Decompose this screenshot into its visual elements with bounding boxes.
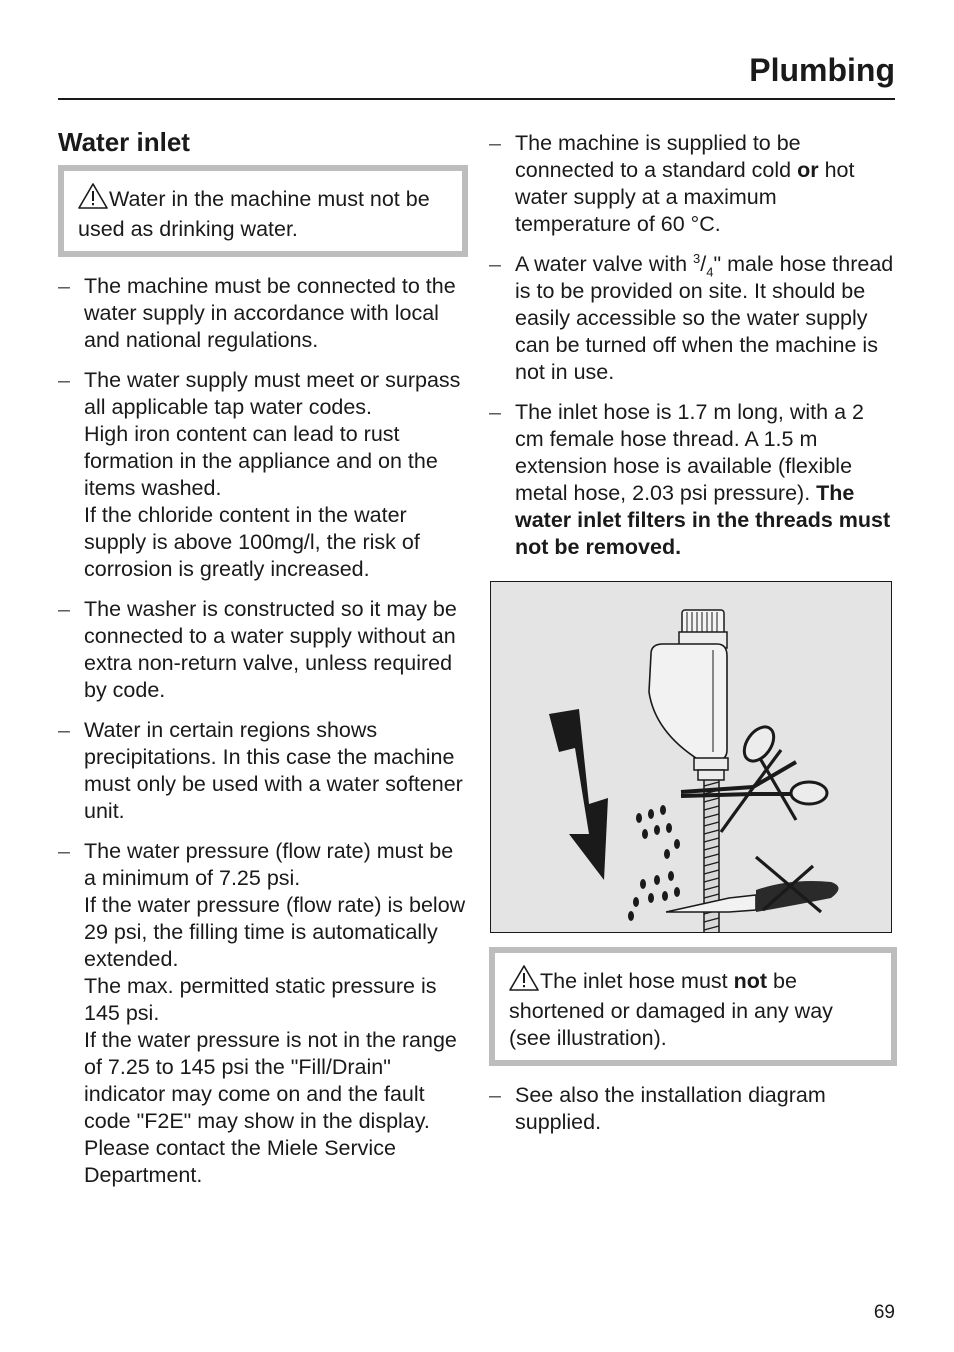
warning-triangle-icon <box>78 183 108 216</box>
item-text: See also the installation diagram supplied. <box>515 1083 826 1134</box>
dash-bullet: – <box>489 1083 501 1107</box>
item-text: The water supply must meet or surpass all applicable tap water codes. <box>84 368 461 419</box>
dash-bullet: – <box>58 839 70 863</box>
left-list <box>58 273 468 1189</box>
dash-bullet: – <box>489 252 501 276</box>
right-column <box>489 130 897 1149</box>
dash-bullet: – <box>58 274 70 298</box>
text-run: " male hose thread is to be provided on site. It should be easily accessible so the water supply can be turned off when the machine is not in use. <box>515 252 894 384</box>
header-rule <box>58 98 895 100</box>
item-text: If the water pressure (flow rate) is below 29 psi, the filling time is automatically extended. <box>84 893 466 971</box>
list-item <box>58 596 468 704</box>
text-run: A water valve with <box>515 252 694 276</box>
text-run: The machine is supplied to be connected to a standard cold <box>515 131 801 182</box>
bold-text: or <box>797 158 819 182</box>
dash-bullet: – <box>489 400 501 424</box>
item-text: The max. permitted static pressure is 145 psi. <box>84 974 437 1025</box>
bold-text: The water inlet filters in the threads must not be removed. <box>515 481 891 559</box>
dash-bullet: – <box>58 368 70 392</box>
list-item <box>489 399 897 561</box>
item-text: Water in certain regions shows precipitations. In this case the machine must only be used with a water softener unit. <box>84 718 463 823</box>
section-title: Water inlet <box>58 127 190 157</box>
right-list <box>489 130 897 561</box>
dash-bullet: – <box>58 597 70 621</box>
item-text <box>515 130 897 238</box>
fraction-slash: / <box>700 252 707 276</box>
list-item <box>58 367 468 583</box>
list-item <box>489 1082 897 1136</box>
left-column <box>58 125 468 1202</box>
hose-damage-illustration <box>490 581 892 933</box>
item-text: The machine must be connected to the water supply in accordance with local and national regulations. <box>84 274 456 352</box>
item-text: If the chloride content in the water supply is above 100mg/l, the risk of corrosion is greatly increased. <box>84 503 420 581</box>
warning-triangle-icon <box>509 965 539 998</box>
item-text: If the water pressure is not in the range of 7.25 to 145 psi the "Fill/Drain" indicator may come on and the fault code "F2E" may show in the display. Please contact the Miele Service Department. <box>84 1028 457 1187</box>
hose-damage-warning <box>489 947 897 1066</box>
water-drops-icon <box>628 805 680 921</box>
fraction-denominator: 4 <box>706 264 714 280</box>
item-text <box>515 251 897 386</box>
list-item <box>58 273 468 354</box>
list-item <box>58 717 468 825</box>
list-item <box>489 251 897 386</box>
drinking-water-warning <box>58 165 468 257</box>
text-run: be shortened or damaged in any way (see illustration). <box>509 969 833 1050</box>
dash-bullet: – <box>58 718 70 742</box>
item-text: The water pressure (flow rate) must be a minimum of 7.25 psi. <box>84 839 454 890</box>
bold-text: not <box>733 969 768 993</box>
text-run: hot water supply at a maximum temperature of 60 °C. <box>515 158 855 236</box>
illustration-drawing <box>491 582 891 932</box>
lightning-icon <box>549 709 608 880</box>
text-run: The inlet hose must <box>540 969 734 993</box>
list-item <box>58 838 468 1189</box>
fraction-numerator: 3 <box>693 250 701 266</box>
item-text <box>515 399 897 561</box>
item-text: The washer is constructed so it may be connected to a water supply without an extra non-return valve, unless required by code. <box>84 597 457 702</box>
list-item <box>489 130 897 238</box>
page-title: Plumbing <box>749 52 895 88</box>
text-run: The inlet hose is 1.7 m long, with a 2 cm female hose thread. A 1.5 m extension hose is available (flexible metal hose, 2.03 psi pressure). <box>515 400 864 505</box>
knife-icon <box>666 881 839 912</box>
page-number: 69 <box>873 1302 895 1323</box>
warning-text: Water in the machine must not be used as drinking water. <box>78 187 430 241</box>
dash-bullet: – <box>489 131 501 155</box>
item-text: High iron content can lead to rust formation in the appliance and on the items washed. <box>84 422 438 500</box>
final-list <box>489 1082 897 1136</box>
